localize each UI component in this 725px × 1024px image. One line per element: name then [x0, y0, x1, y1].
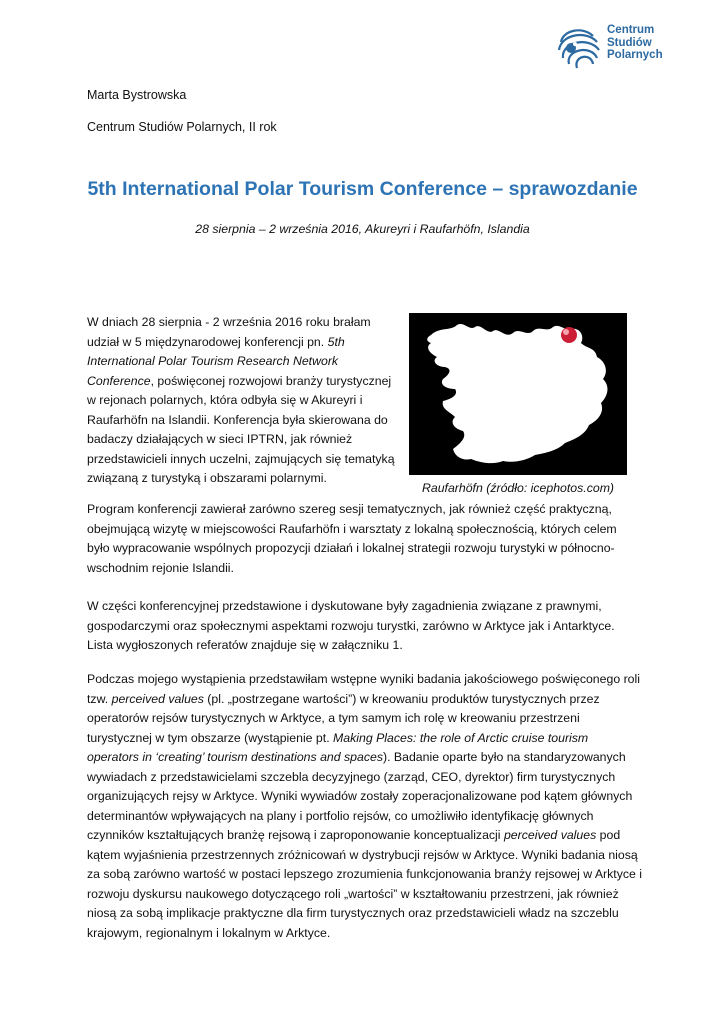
p4-text-3: ). Badanie oparte było na standaryzowanych wywiadach z przedstawicielami szczebla decyzyjnego (zarząd, CEO, dyrektor) firm turystycznych organizujących rejsy w Arktyce. Wyniki wywiadów zostały zoperacjonalizowane pod kątem głównych determinantów wpływających na plany i portfolio rejsów, co umożliwiło identyfikację głównych czynników kształtujących branżę rejsową i zaproponowanie konceptualizacji	[87, 750, 633, 842]
p4-text-2: (pl. „postrzegane wartości”) w kreowaniu produktów turystycznych przez operatorów rejsów turystycznych w Arktyce, a tym samym ich rolę w kreowaniu przestrzeni turystycznej w tym obszarze (wystąpienie pt.	[87, 691, 600, 745]
intro-paragraph	[87, 313, 402, 489]
p4-italic-3: perceived values	[503, 828, 597, 842]
p4-italic-1: perceived values	[111, 691, 204, 706]
conference-name: 5th International Polar Tourism Research Network Conference	[87, 334, 345, 388]
author-name: Marta Bystrowska	[87, 88, 187, 102]
iceland-silhouette	[409, 313, 627, 475]
author-affiliation: Centrum Studiów Polarnych, II rok	[87, 120, 277, 134]
logo	[553, 22, 703, 78]
figure-caption: Raufarhöfn (źródło: icephotos.com)	[421, 481, 615, 495]
intro-lead: W dniach 28 sierpnia - 2 września 2016 roku brałam udział w 5 międzynarodowej konferencji pn.	[87, 315, 371, 349]
paragraph-program: Program konferencji zawierał zarówno szereg sesji tematycznych, jak również część praktyczną, obejmującą wizytę w miejscowości Raufarhöfn i warsztaty z lokalną społecznością, których celem było wypracowanie wspólnych propozycji działań i lokalnej strategii rozwoju turystyki w północno-wschodnim rejonie Islandii.	[87, 502, 617, 575]
logo-line-2: Studiów	[607, 36, 652, 49]
logo-text	[607, 24, 663, 62]
p4-text-4: pod kątem wyjaśnienia przestrzennych zróżnicowań w dystrybucji rejsów w Arktyce. Wyniki badania niosą za sobą zarówno wartość w postaci lepszego zrozumienia funkcjonowania branży rejsowej w Arktyce i rozwoju dyskursu naukowego dotyczącego roli „wartości” w kształtowaniu przestrzeni, jak również niosą za sobą implikacje praktyczne dla firm turystycznych oraz przedstawicieli władz na szczeblu krajowym, regionalnym i lokalnym w Arktyce.	[87, 828, 642, 940]
p4-italic-2: Making Places: the role of Arctic cruise tourism operators in ‘creating’ tourism destinations and spaces	[87, 730, 589, 764]
logo-line-3: Polarnych	[607, 49, 663, 61]
paragraph-presentation	[87, 670, 642, 943]
paragraph-conference-part: W części konferencyjnej przedstawione i dyskutowane były zagadnienia związane z prawnymi, gospodarczymi oraz społecznymi aspektami rozwoju turystki, zarówno w Arktyce jak i Antarktyce. Lista wygłoszonych referatów znajduje się w załączniku 1.	[87, 599, 615, 652]
p4-text-1: Podczas mojego wystąpienia przedstawiłam wstępne wyniki badania jakościowego poświęconego roli tzw.	[87, 672, 640, 706]
intro-rest: , poświęconej rozwojowi branży turystycznej w rejonach polarnych, która odbyła się w Akureyri i Raufarhöfn na Islandii. Konferencja była skierowana do badaczy działających w sieci IPTRN, jak również przedstawicieli innych uczelni, zajmujących się tematyką związaną z turystyką i obszarami polarnymi.	[87, 373, 395, 485]
document-subtitle: 28 sierpnia – 2 września 2016, Akureyri i Raufarhöfn, Islandia	[195, 222, 530, 236]
document-title: 5th International Polar Tourism Conference – sprawozdanie	[87, 178, 638, 200]
iceland-map-image	[409, 313, 627, 475]
logo-line-1: Centrum	[607, 24, 655, 36]
globe-swirl-icon	[553, 22, 605, 74]
